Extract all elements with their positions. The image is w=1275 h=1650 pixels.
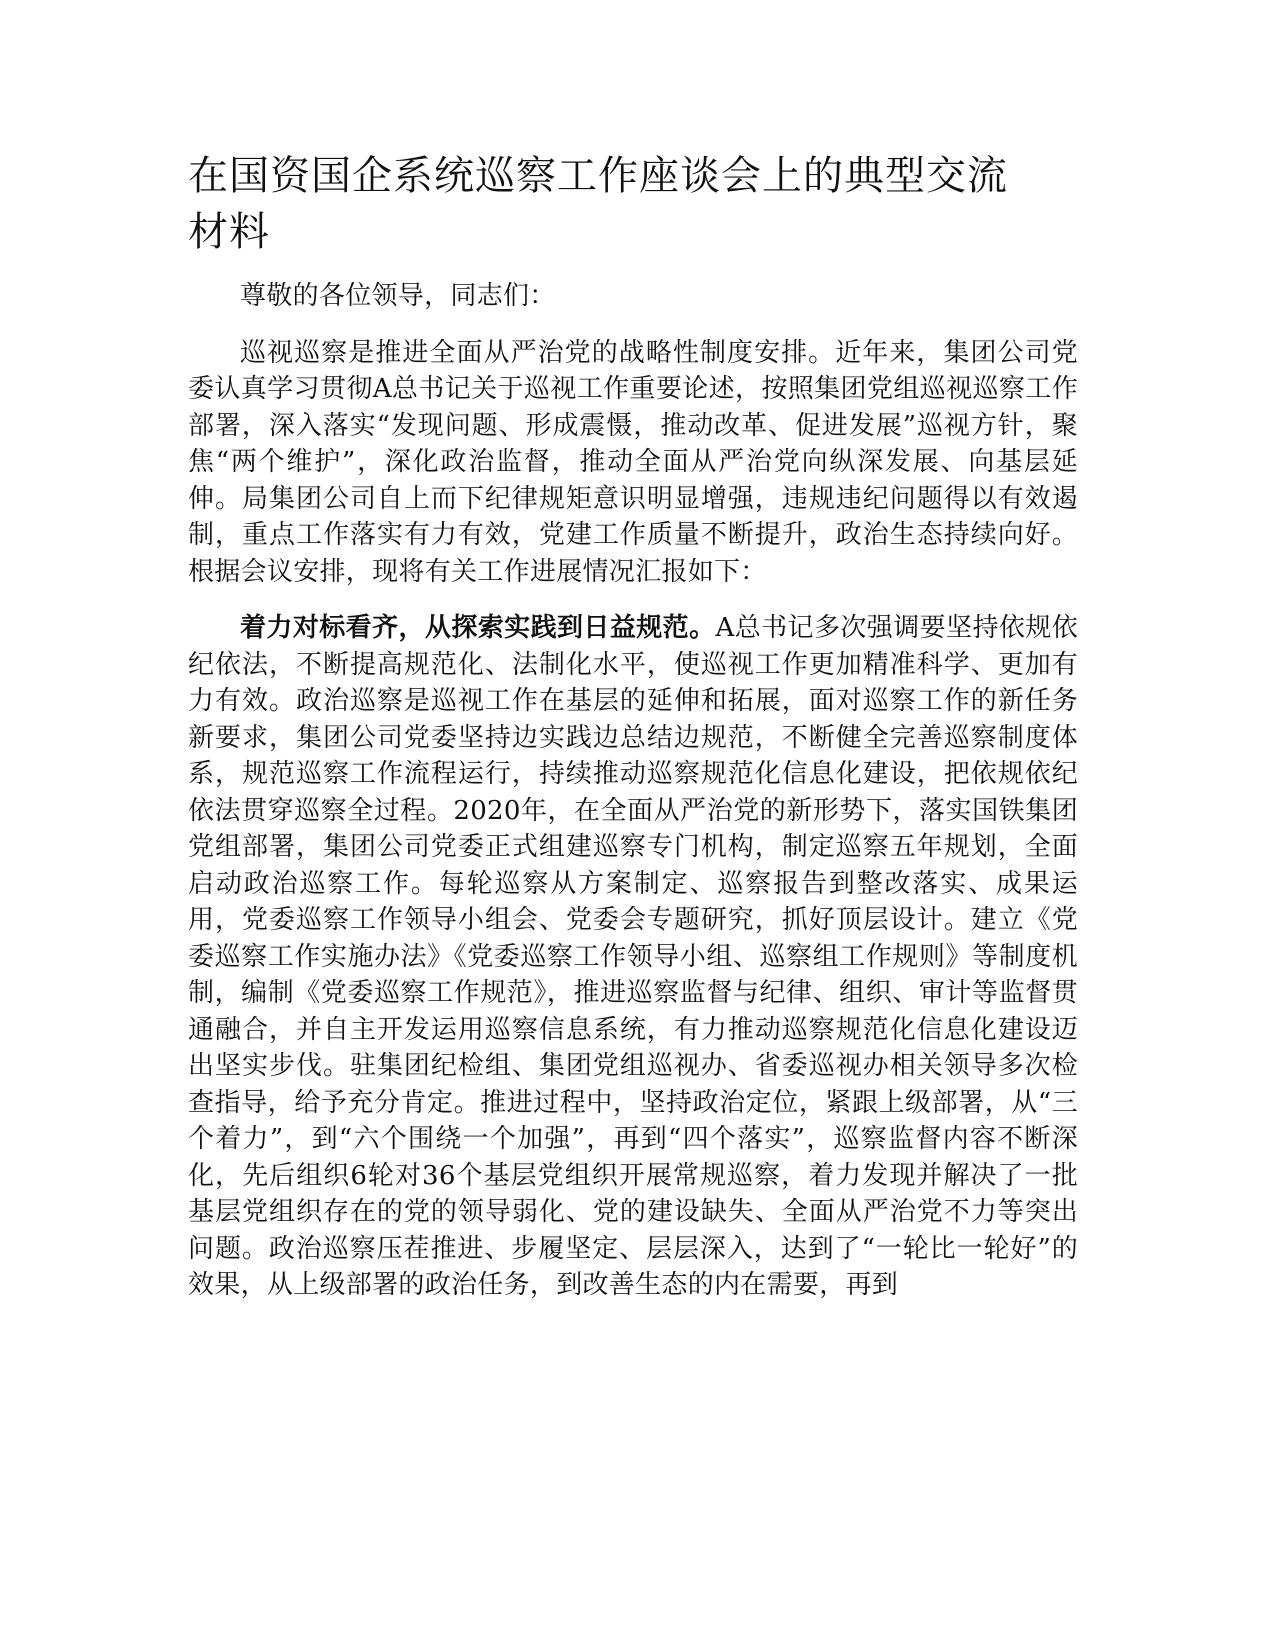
intro-paragraph: 巡视巡察是推进全面从严治党的战略性制度安排。近年来，集团公司党委认真学习贯彻A总书记关于巡视工作重要论述，按照集团党组巡视巡察工作部署，深入落实“发现问题、形成震慑，推动改革、促进发展”巡视方针，聚焦“两个维护”，深化政治监督，推动全面从严治党向纵深发展、向基层延伸。局集团公司自上而下纪律规矩意识明显增强，违规违纪问题得以有效遏制，重点工作落实有力有效，党建工作质量不断提升，政治生态持续向好。根据会议安排，现将有关工作进展情况汇报如下： bbox=[188, 337, 1078, 587]
section-body-text: A总书记多次强调要坚持依规依纪依法，不断提高规范化、法制化水平，使巡视工作更加精准科学、更加有力有效。政治巡察是巡视工作在基层的延伸和拓展，面对巡察工作的新任务新要求，集团公司党委坚持边实践边总结边规范，不断健全完善巡察制度体系，规范巡察工作流程运行，持续推动巡察规范化信息化建设，把依规依纪依法贯穿巡察全过程。2020年，在全面从严治党的新形势下，落实国铁集团党组部署，集团公司党委正式组建巡察专门机构，制定巡察五年规划，全面启动政治巡察工作。每轮巡察从方案制定、巡察报告到整改落实、成果运用，党委巡察工作领导小组会、党委会专题研究，抓好顶层设计。建立《党委巡察工作实施办法》《党委巡察工作领导小组、巡察组工作规则》等制度机制，编制《党委巡察工作规范》，推进巡察监督与纪律、组织、审计等监督贯通融合，并自主开发运用巡察信息系统，有力推动巡察规范化信息化建设迈出坚实步伐。驻集团纪检组、集团党组巡视办、省委巡视办相关领导多次检查指导，给予充分肯定。推进过程中，坚持政治定位，紧跟上级部署，从“三个着力”，到“六个围绕一个加强”，再到“四个落实”，巡察监督内容不断深化，先后组织6轮对36个基层党组织开展常规巡察，着力发现并解决了一批基层党组织存在的党的领导弱化、党的建设缺失、全面从严治党不力等突出问题。政治巡察压茬推进、步履坚定、层层深入，达到了“一轮比一轮好”的效果，从上级部署的政治任务，到改善生态的内在需要，再到 bbox=[188, 613, 1078, 1300]
document-page bbox=[188, 0, 1088, 1650]
document-body bbox=[188, 278, 1078, 1324]
document-title: 在国资国企系统巡察工作座谈会上的典型交流材料 bbox=[188, 153, 1008, 255]
section-lead-heading: 着力对标看齐，从探索实践到日益规范。 bbox=[240, 613, 716, 643]
greeting-paragraph: 尊敬的各位领导，同志们： bbox=[240, 281, 556, 311]
section-paragraph bbox=[188, 610, 1078, 1304]
